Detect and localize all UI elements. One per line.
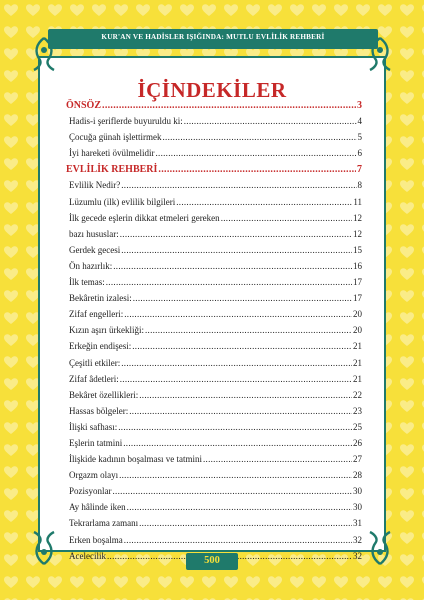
toc-entry-label: ÖNSÖZ (66, 100, 102, 111)
dot-leader (124, 309, 352, 319)
toc-entry[interactable] (66, 197, 362, 213)
toc-entry-page: 28 (353, 470, 362, 481)
toc-entry-page: 26 (353, 437, 362, 448)
toc-entry[interactable] (66, 325, 362, 341)
dot-leader (121, 180, 356, 190)
toc-entry-label: İlişki safhası: (69, 421, 118, 432)
toc-entry-page: 32 (353, 550, 362, 561)
toc-entry-label: Pozisyonlar (69, 486, 112, 497)
toc-entry[interactable] (66, 470, 362, 486)
toc-entry-page: 20 (353, 325, 362, 336)
dot-leader (127, 502, 352, 512)
toc-entry-page: 21 (353, 357, 362, 368)
toc-entry-page: 30 (353, 502, 362, 513)
dot-leader (113, 486, 353, 496)
toc-entry-label: Erken boşalma (69, 534, 123, 545)
dot-leader (106, 277, 352, 287)
toc-entry-label: Evlilik Nedir? (69, 180, 121, 191)
toc-entry[interactable] (66, 309, 362, 325)
dot-leader (132, 341, 352, 351)
dot-leader (155, 148, 356, 158)
toc-entry[interactable] (66, 390, 362, 406)
toc-entry-label: Acelecilik (69, 550, 106, 561)
toc-entry[interactable] (66, 245, 362, 261)
toc-entry-page: 25 (353, 421, 362, 432)
toc-entry-page: 12 (353, 228, 362, 239)
toc-entry[interactable] (66, 261, 362, 277)
toc-entry[interactable] (66, 438, 362, 454)
table-of-contents (66, 100, 362, 567)
toc-entry-page: 17 (353, 293, 362, 304)
toc-entry-page: 22 (353, 389, 362, 400)
dot-leader (184, 116, 357, 126)
toc-entry-page: 11 (353, 196, 362, 207)
toc-entry-label: İlişkide kadının boşalması ve tatmini (69, 454, 202, 465)
toc-entry-page: 17 (353, 277, 362, 288)
toc-entry-label: Gerdek gecesi (69, 244, 121, 255)
page-title: İÇİNDEKİLER (137, 78, 287, 102)
toc-entry-label: Lüzumlu (ilk) evlilik bilgileri (69, 196, 176, 207)
dot-leader (139, 518, 352, 528)
toc-entry[interactable] (66, 132, 362, 148)
dot-leader (162, 132, 356, 142)
toc-entry-page: 15 (353, 244, 362, 255)
dot-leader (102, 100, 356, 111)
toc-entry[interactable] (66, 116, 362, 132)
toc-entry[interactable] (66, 293, 362, 309)
toc-entry-label: İlk temas: (69, 277, 105, 288)
toc-entry[interactable] (66, 277, 362, 293)
toc-entry-label: Çeşitli etkiler: (69, 357, 121, 368)
dot-leader (203, 454, 352, 464)
dot-leader (121, 358, 352, 368)
toc-entry[interactable] (66, 454, 362, 470)
toc-entry-label: İlk gecede eşlerin dikkat etmeleri gereken (69, 212, 220, 223)
toc-entry-label: Tekrarlama zamanı (69, 518, 139, 529)
toc-entry-page: 20 (353, 309, 362, 320)
floral-corner-ornament-top-right (364, 34, 396, 74)
dot-leader (133, 293, 352, 303)
toc-entry-page: 5 (357, 132, 362, 143)
toc-entry-page: 3 (357, 100, 362, 111)
toc-entry[interactable] (66, 518, 362, 534)
toc-entry-page: 8 (357, 180, 362, 191)
toc-entry-page: 30 (353, 486, 362, 497)
toc-entry[interactable] (66, 486, 362, 502)
dot-leader (129, 406, 352, 416)
dot-leader (124, 535, 352, 545)
toc-entry[interactable] (66, 100, 362, 116)
toc-entry-label: Ay hâlinde iken (69, 502, 126, 513)
dot-leader (118, 422, 352, 432)
floral-corner-ornament-bottom-left (28, 528, 60, 568)
toc-entry[interactable] (66, 180, 362, 196)
toc-entry-label: Zifaf âdetleri: (69, 373, 119, 384)
header-title: KUR'AN VE HADİSLER IŞIĞINDA: MUTLU EVLİLİK REHBERİ (101, 33, 325, 41)
dot-leader (176, 197, 352, 207)
toc-entry-label: EVLİLİK REHBERİ (66, 164, 158, 176)
dot-leader (113, 261, 352, 271)
toc-entry-page: 32 (353, 534, 362, 545)
toc-entry-page: 23 (353, 405, 362, 416)
toc-entry-label: bazı hususlar: (69, 228, 119, 239)
toc-entry[interactable] (66, 535, 362, 551)
toc-entry[interactable] (66, 341, 362, 357)
toc-entry-label: Bekâret özellikleri: (69, 389, 139, 400)
toc-entry-page: 21 (353, 341, 362, 352)
toc-entry-page: 4 (357, 116, 362, 127)
toc-entry-label: Orgazm olayı (69, 470, 119, 481)
dot-leader (121, 245, 352, 255)
floral-corner-ornament-bottom-right (364, 528, 396, 568)
toc-entry-label: Bekâretin izalesi: (69, 293, 132, 304)
toc-entry[interactable] (66, 148, 362, 164)
dot-leader (120, 229, 352, 239)
page-number-badge (186, 553, 238, 570)
dot-leader (123, 438, 352, 448)
toc-entry[interactable] (66, 374, 362, 390)
dot-leader (119, 470, 352, 480)
toc-entry-label: Eşlerin tatmini (69, 437, 123, 448)
toc-entry[interactable] (66, 406, 362, 422)
toc-entry[interactable] (66, 213, 362, 229)
dot-leader (221, 213, 352, 223)
toc-entry-page: 31 (353, 518, 362, 529)
toc-entry[interactable] (66, 422, 362, 438)
toc-entry-label: Erkeğin endişesi: (69, 341, 132, 352)
toc-entry-page: 6 (357, 148, 362, 159)
page-number: 500 (204, 555, 220, 566)
toc-entry-label: Hassas bölgeler: (69, 405, 129, 416)
toc-entry-label: İyi hareketi övülmelidir (69, 148, 155, 159)
header-banner (48, 29, 378, 49)
toc-entry-label: Hadis-i şeriflerde buyuruldu ki: (69, 116, 183, 127)
toc-entry-label: Kızın aşırı ürkekliği: (69, 325, 144, 336)
toc-entry-page: 21 (353, 373, 362, 384)
dot-leader (139, 390, 352, 400)
dot-leader (120, 374, 352, 384)
toc-entry-page: 16 (353, 260, 362, 271)
toc-entry-label: Ön hazırlık: (69, 260, 113, 271)
toc-entry[interactable] (66, 358, 362, 374)
toc-entry-page: 7 (357, 164, 362, 176)
floral-corner-ornament-top-left (28, 34, 60, 74)
toc-entry[interactable] (66, 164, 362, 180)
toc-entry-label: Çocuğa günah işlettirmek (69, 132, 162, 143)
toc-entry[interactable] (66, 502, 362, 518)
toc-entry-page: 27 (353, 454, 362, 465)
toc-entry-page: 12 (353, 212, 362, 223)
dot-leader (158, 164, 356, 175)
toc-entry[interactable] (66, 229, 362, 245)
toc-entry-label: Zifaf engelleri: (69, 309, 124, 320)
dot-leader (145, 325, 352, 335)
